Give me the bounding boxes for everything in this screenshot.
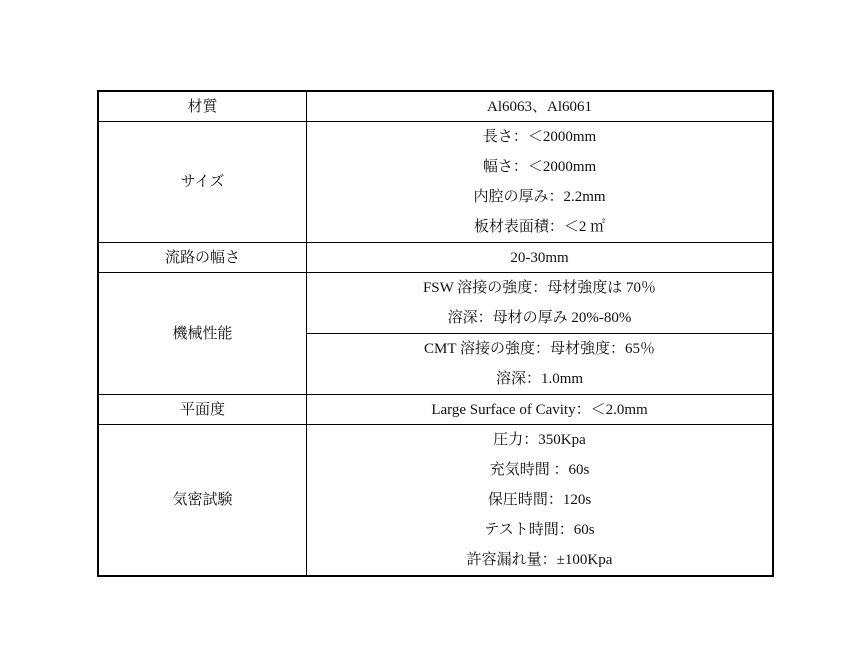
- table-row: [98, 425, 773, 577]
- table-row: [98, 122, 773, 243]
- row-value-cmt: [307, 334, 774, 395]
- spec-table: [97, 90, 774, 577]
- row-value-airtight: [307, 425, 774, 577]
- airtight-leak-rate: 許容漏れ量：±100Kpa: [466, 552, 613, 568]
- size-length: 長さ：＜2000mm: [482, 129, 597, 145]
- row-value-material: Al6063、Al6061: [307, 91, 774, 122]
- fsw-depth: 溶深：母材の厚み 20%-80%: [447, 310, 632, 326]
- airtight-test-time: テスト時間：60s: [484, 522, 595, 538]
- table-row: [98, 273, 773, 334]
- row-label-flatness: 平面度: [98, 395, 307, 425]
- row-value-fsw: [307, 273, 774, 334]
- fsw-strength: FSW 溶接の強度：母材強度は 70％: [422, 280, 657, 296]
- row-value-size: [307, 122, 774, 243]
- cmt-strength: CMT 溶接の強度：母材強度：65％: [424, 341, 655, 357]
- table-row: [98, 395, 773, 425]
- row-label-material: 材質: [98, 91, 307, 122]
- table-row: [98, 243, 773, 273]
- row-label-size: サイズ: [98, 122, 307, 243]
- size-plate-area: 板材表面積：＜2 ㎡: [473, 219, 606, 235]
- airtight-hold-time: 保圧時間：120s: [487, 492, 592, 508]
- size-cavity-thickness: 内腔の厚み：2.2mm: [473, 189, 606, 205]
- row-label-mechanical: 機械性能: [98, 273, 307, 395]
- cmt-depth: 溶深：1.0mm: [495, 371, 584, 387]
- airtight-pressure: 圧力：350Kpa: [493, 432, 586, 448]
- size-width: 幅さ：＜2000mm: [482, 159, 597, 175]
- row-value-flatness: Large Surface of Cavity：＜2.0mm: [307, 395, 774, 425]
- row-value-channel-width: 20-30mm: [307, 243, 774, 273]
- row-label-channel-width: 流路の幅さ: [98, 243, 307, 273]
- table-row: [98, 91, 773, 122]
- row-label-airtight: 気密試験: [98, 425, 307, 577]
- airtight-fill-time: 充気時間 ：60s: [489, 462, 590, 478]
